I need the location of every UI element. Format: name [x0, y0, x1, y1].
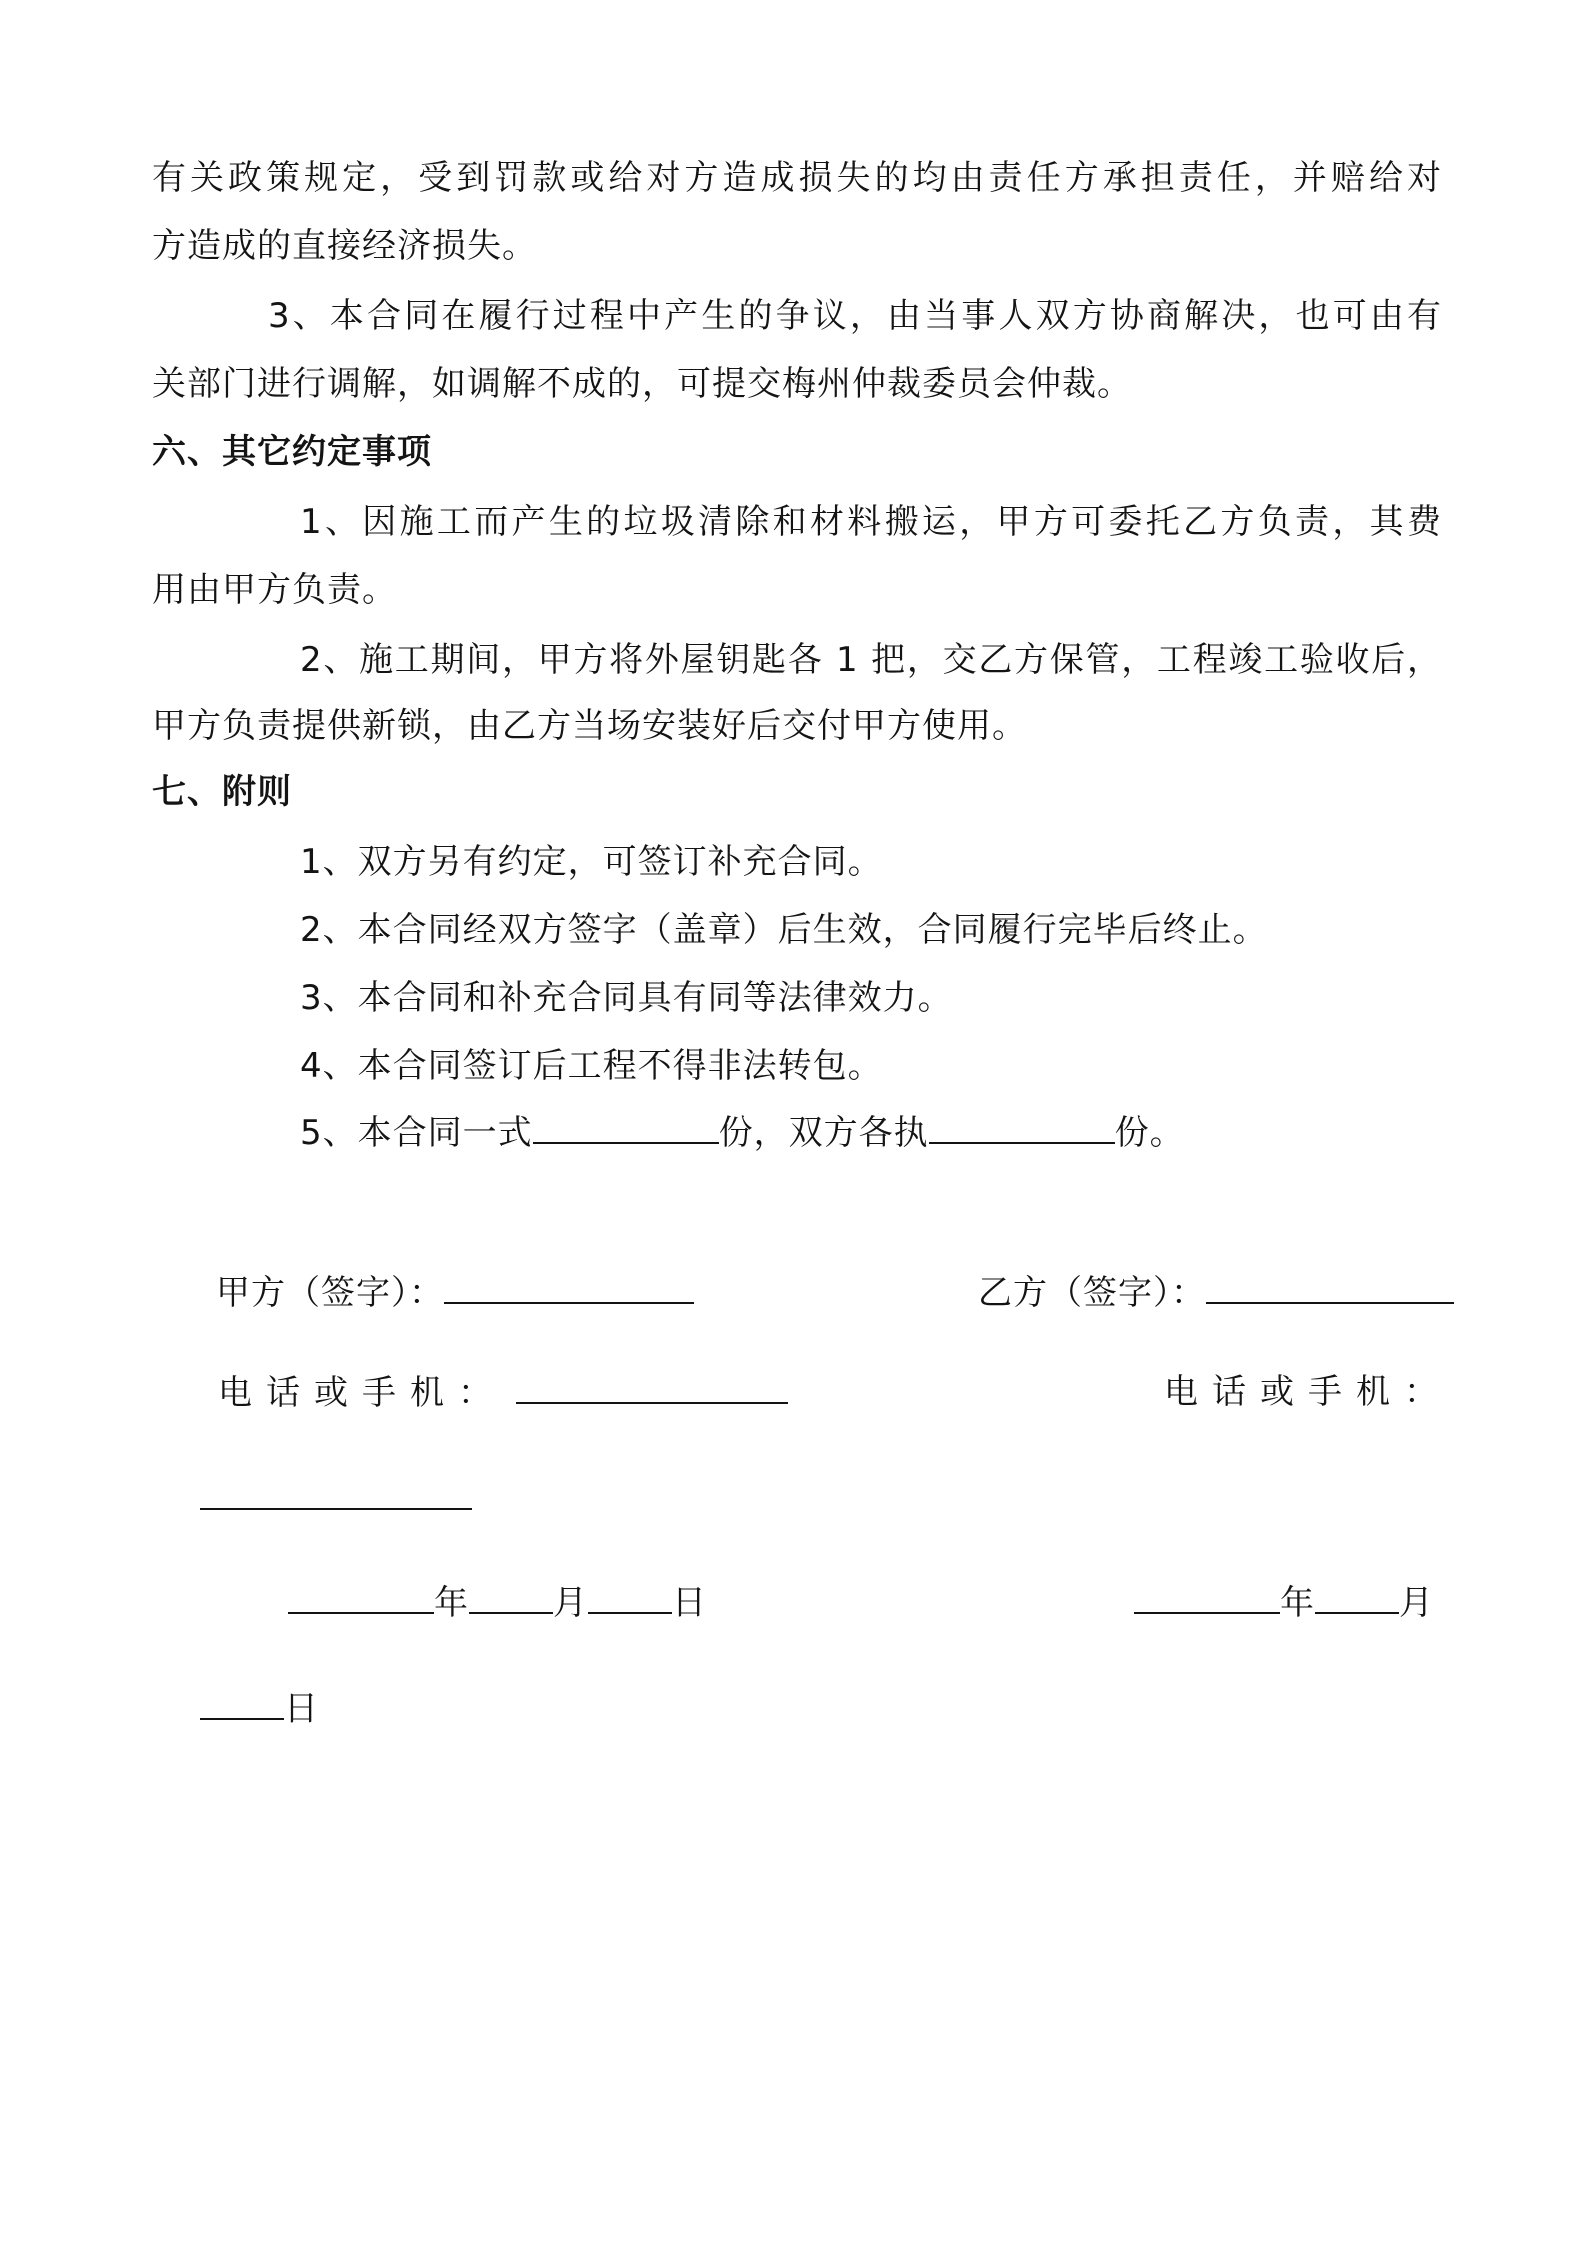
party-b-year-label: 年 — [1280, 1583, 1315, 1623]
party-a-year-label: 年 — [434, 1583, 469, 1623]
party-a-phone-label: 电话或手机： — [218, 1373, 506, 1413]
party-b-year-blank[interactable] — [1134, 1582, 1280, 1614]
party-a-signature — [216, 1272, 694, 1313]
party-b-phone-value — [200, 1478, 472, 1519]
clause-7-3: 3、本合同和补充合同具有同等法律效力。 — [300, 978, 953, 1018]
party-a-label: 甲方（签字）： — [216, 1273, 444, 1313]
party-a-signature-blank[interactable] — [444, 1272, 694, 1304]
party-b-day-label: 日 — [284, 1689, 319, 1729]
party-a-year-blank[interactable] — [288, 1582, 434, 1614]
clause-7-1: 1、双方另有约定，可签订补充合同。 — [300, 842, 883, 882]
party-a-month-label: 月 — [553, 1583, 588, 1623]
clause-6-1-line-1: 1、因施工而产生的垃圾清除和材料搬运，甲方可委托乙方负责，其费 — [300, 502, 1442, 542]
party-b-month-blank[interactable] — [1315, 1582, 1399, 1614]
clause-6-1-line-2: 用由甲方负责。 — [152, 570, 397, 610]
section-6-heading: 六、其它约定事项 — [152, 432, 432, 472]
clause-5-2-line-2: 方造成的直接经济损失。 — [152, 226, 537, 266]
clause-7-5-suffix: 份。 — [1114, 1113, 1185, 1153]
party-b-signature-blank[interactable] — [1206, 1272, 1454, 1304]
party-a-month-blank[interactable] — [469, 1582, 553, 1614]
party-b-phone — [1164, 1372, 1452, 1412]
party-b-phone-blank[interactable] — [200, 1478, 472, 1510]
party-b-signature — [978, 1272, 1454, 1313]
clause-5-3-line-2: 关部门进行调解，如调解不成的，可提交梅州仲裁委员会仲裁。 — [152, 364, 1132, 404]
party-b-month-label: 月 — [1399, 1583, 1434, 1623]
copies-each-blank[interactable] — [929, 1112, 1115, 1144]
copies-total-blank[interactable] — [533, 1112, 719, 1144]
party-b-day-blank[interactable] — [200, 1688, 284, 1720]
clause-6-2-line-1: 2、施工期间，甲方将外屋钥匙各 1 把，交乙方保管，工程竣工验收后， — [300, 640, 1442, 680]
party-b-date — [1134, 1582, 1434, 1623]
party-a-phone — [218, 1372, 788, 1413]
clause-7-5-mid: 份，双方各执 — [718, 1113, 929, 1153]
party-a-date — [288, 1582, 707, 1623]
party-b-phone-label: 电话或手机： — [1164, 1372, 1452, 1412]
clause-7-5 — [300, 1112, 1185, 1153]
clause-7-2: 2、本合同经双方签字（盖章）后生效，合同履行完毕后终止。 — [300, 910, 1268, 950]
party-b-label: 乙方（签字）： — [978, 1273, 1206, 1313]
party-a-day-label: 日 — [672, 1583, 707, 1623]
party-b-date-day — [200, 1688, 319, 1729]
clause-7-5-prefix: 5、本合同一式 — [300, 1113, 533, 1153]
clause-5-3-line-1: 3、本合同在履行过程中产生的争议，由当事人双方协商解决，也可由有 — [268, 296, 1442, 336]
party-a-phone-blank[interactable] — [516, 1372, 788, 1404]
clause-5-2-line-1: 有关政策规定，受到罚款或给对方造成损失的均由责任方承担责任，并赔给对 — [152, 158, 1442, 198]
party-a-day-blank[interactable] — [588, 1582, 672, 1614]
clause-6-2-line-2: 甲方负责提供新锁，由乙方当场安装好后交付甲方使用。 — [152, 706, 1027, 746]
section-7-heading: 七、附则 — [152, 772, 292, 812]
clause-7-4: 4、本合同签订后工程不得非法转包。 — [300, 1046, 883, 1086]
